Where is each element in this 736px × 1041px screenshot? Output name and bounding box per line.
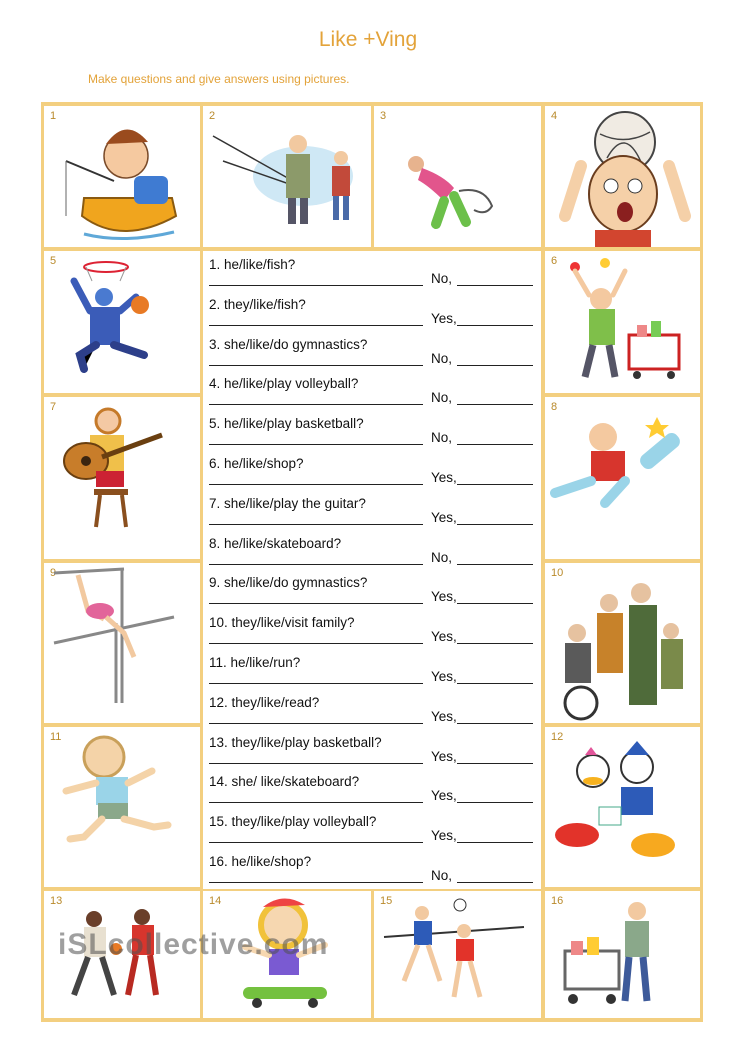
girl-playing-guitar-icon <box>44 397 200 559</box>
short-answer-blank[interactable] <box>457 723 533 724</box>
picture-cell-6 <box>545 251 700 393</box>
short-answer-label: Yes, <box>431 669 457 684</box>
picture-cell-3 <box>374 106 541 247</box>
short-answer-label: Yes, <box>431 629 457 645</box>
short-answer-blank[interactable] <box>457 564 533 565</box>
short-answer-blank[interactable] <box>457 524 533 525</box>
short-answer-blank[interactable] <box>457 444 533 445</box>
answer-line[interactable] <box>209 708 533 735</box>
answer-blank[interactable] <box>209 842 423 843</box>
answer-line[interactable] <box>209 828 533 854</box>
answer-line[interactable] <box>209 549 533 576</box>
answer-blank[interactable] <box>209 404 423 405</box>
answer-line[interactable] <box>209 271 533 297</box>
short-answer-blank[interactable] <box>457 802 533 803</box>
question-text: 7. she/like/play the guitar? <box>209 495 366 511</box>
picture-cell-1 <box>44 106 200 247</box>
watermark: iSLcollective.com <box>58 928 329 961</box>
picture-cell-11 <box>44 727 200 887</box>
short-answer-blank[interactable] <box>457 603 533 604</box>
question-text: 16. he/like/shop? <box>209 854 312 869</box>
short-answer-label: No, <box>431 390 453 406</box>
short-answer-blank[interactable] <box>457 763 533 764</box>
answer-blank[interactable] <box>209 723 423 724</box>
page-title: Like +Ving <box>318 28 418 51</box>
cell-number: 1 <box>50 110 57 122</box>
answer-blank[interactable] <box>209 484 423 485</box>
answer-line[interactable] <box>209 589 533 615</box>
question-text: 4. he/like/play volleyball? <box>209 376 359 392</box>
answer-blank[interactable] <box>209 444 423 445</box>
answer-blank[interactable] <box>209 882 423 883</box>
short-answer-blank[interactable] <box>457 365 533 366</box>
man-and-boy-fishing-icon <box>203 106 371 247</box>
answer-blank[interactable] <box>209 683 423 684</box>
question-text: 12. they/like/read? <box>209 694 320 710</box>
cell-number: 4 <box>551 110 558 122</box>
picture-cell-15 <box>374 891 541 1018</box>
answer-blank[interactable] <box>209 325 423 326</box>
instructions: Make questions and give answers using pictures. <box>88 72 350 86</box>
picture-cell-4 <box>545 106 700 247</box>
question-text: 1. he/like/fish? <box>209 257 296 272</box>
question-text: 14. she/ like/skateboard? <box>209 774 360 790</box>
short-answer-blank[interactable] <box>457 882 533 883</box>
short-answer-label: No, <box>431 549 453 565</box>
short-answer-blank[interactable] <box>457 325 533 326</box>
picture-cell-12 <box>545 727 700 887</box>
short-answer-blank[interactable] <box>457 842 533 843</box>
cell-number: 5 <box>50 255 57 267</box>
short-answer-label: No, <box>431 350 453 366</box>
answer-line[interactable] <box>209 629 533 655</box>
answer-blank[interactable] <box>209 603 423 604</box>
answer-line[interactable] <box>209 310 533 337</box>
short-answer-label: No, <box>431 868 453 883</box>
short-answer-blank[interactable] <box>457 484 533 485</box>
question-text: 8. he/like/skateboard? <box>209 535 342 551</box>
short-answer-blank[interactable] <box>457 404 533 405</box>
cell-number: 3 <box>380 110 387 122</box>
questions-box <box>203 251 541 889</box>
answer-line[interactable] <box>209 509 533 536</box>
answer-blank[interactable] <box>209 524 423 525</box>
question-text: 9. she/like/do gymnastics? <box>209 575 368 591</box>
question-text: 3. she/like/do gymnastics? <box>209 336 368 352</box>
answer-line[interactable] <box>209 748 533 775</box>
question-text: 10. they/like/visit family? <box>209 615 355 631</box>
man-playing-basketball-icon <box>44 251 200 393</box>
answer-line[interactable] <box>209 470 533 496</box>
question-text: 5. he/like/play basketball? <box>209 416 364 432</box>
cell-number: 13 <box>50 895 63 907</box>
short-answer-label: No, <box>431 271 453 286</box>
question-text: 2. they/like/fish? <box>209 296 306 312</box>
short-answer-label: No, <box>431 430 453 446</box>
cell-number: 12 <box>551 731 564 743</box>
question-text: 13. they/like/play basketball? <box>209 734 382 750</box>
answer-blank[interactable] <box>209 365 423 366</box>
cartoon-ducks-reading-icon <box>545 727 700 887</box>
answer-line[interactable] <box>209 390 533 416</box>
picture-cell-16 <box>545 891 700 1018</box>
cell-number: 15 <box>380 895 393 907</box>
short-answer-label: Yes, <box>431 748 457 764</box>
answer-line[interactable] <box>209 669 533 695</box>
picture-cell-5 <box>44 251 200 393</box>
cell-number: 6 <box>551 255 558 267</box>
answer-line[interactable] <box>209 430 533 456</box>
woman-doing-gymnastics-icon <box>374 106 541 247</box>
picture-cell-10 <box>545 563 700 723</box>
answer-blank[interactable] <box>209 564 423 565</box>
picture-cell-7 <box>44 397 200 559</box>
question-text: 15. they/like/play volleyball? <box>209 814 377 830</box>
boy-hit-by-volleyball-icon <box>545 106 700 247</box>
question-text: 11. he/like/run? <box>209 655 301 670</box>
boy-falling-off-skateboard-icon <box>545 397 700 559</box>
picture-cell-2 <box>203 106 371 247</box>
cell-number: 7 <box>50 401 57 413</box>
short-answer-label: Yes, <box>431 708 457 724</box>
man-fishing-in-boat-icon <box>44 106 200 247</box>
answer-blank[interactable] <box>209 643 423 644</box>
cell-number: 10 <box>551 567 564 579</box>
answer-line[interactable] <box>209 788 533 814</box>
answer-blank[interactable] <box>209 802 423 803</box>
short-answer-blank[interactable] <box>457 683 533 684</box>
picture-cell-9 <box>44 563 200 723</box>
question-text: 6. he/like/shop? <box>209 456 304 471</box>
short-answer-label: Yes, <box>431 589 457 605</box>
cell-number: 14 <box>209 895 222 907</box>
cell-number: 16 <box>551 895 564 907</box>
family-visiting-grandfather-icon <box>545 563 700 723</box>
answer-line[interactable] <box>209 350 533 377</box>
short-answer-label: Yes, <box>431 470 457 485</box>
man-juggling-with-shopping-cart-icon <box>545 251 700 393</box>
short-answer-blank[interactable] <box>457 285 533 286</box>
short-answer-label: Yes, <box>431 509 457 525</box>
cell-number: 9 <box>50 567 57 579</box>
cell-number: 11 <box>50 731 62 743</box>
girl-on-uneven-bars-icon <box>44 563 200 723</box>
answer-blank[interactable] <box>209 285 423 286</box>
answer-blank[interactable] <box>209 763 423 764</box>
boy-running-icon <box>44 727 200 887</box>
cell-number: 2 <box>209 110 216 122</box>
short-answer-blank[interactable] <box>457 643 533 644</box>
cell-number: 8 <box>551 401 558 413</box>
short-answer-label: Yes, <box>431 310 457 326</box>
short-answer-label: Yes, <box>431 828 457 844</box>
short-answer-label: Yes, <box>431 788 457 804</box>
picture-cell-8 <box>545 397 700 559</box>
man-shopping-with-cart-icon <box>545 891 700 1018</box>
women-playing-volleyball-icon <box>374 891 541 1018</box>
